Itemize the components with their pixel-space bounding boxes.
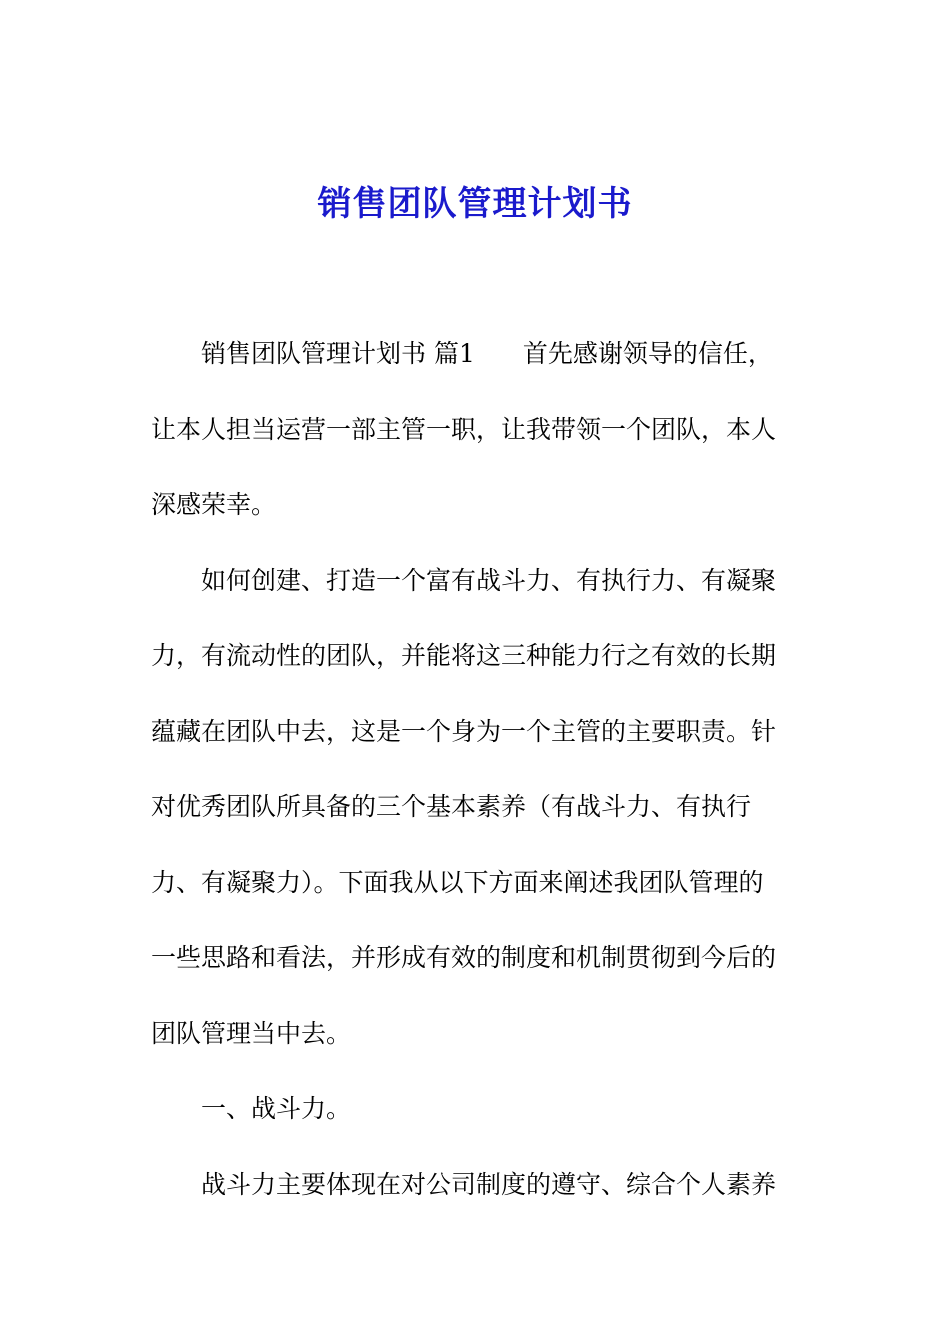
paragraph-line: 力，有流动性的团队，并能将这三种能力行之有效的长期 (151, 641, 777, 670)
document-title: 销售团队管理计划书 (317, 184, 633, 224)
paragraph-line: 对优秀团队所具备的三个基本素养（有战斗力、有执行 (151, 792, 752, 821)
paragraph-line: 首先感谢领导的信任， (522, 339, 773, 368)
paragraph-line: 一些思路和看法，并形成有效的制度和机制贯彻到今后的 (151, 943, 777, 972)
paragraph-team-building (151, 543, 801, 1072)
document-body (151, 316, 801, 1222)
section-label: 篇1 (434, 339, 475, 368)
paragraph-intro (151, 316, 801, 543)
paragraph-line: 一、战斗力。 (201, 1094, 352, 1123)
paragraph-line: 战斗力主要体现在对公司制度的遵守、综合个人素养 (201, 1169, 777, 1199)
paragraph-line: 深感荣幸。 (151, 490, 277, 519)
section-heading-combat (151, 1071, 801, 1147)
paragraph-line: 让本人担当运营一部主管一职，让我带领一个团队，本人 (151, 414, 777, 444)
paragraph-combat (151, 1147, 801, 1223)
paragraph-line: 力、有凝聚力）。下面我从以下方面来阐述我团队管理的 (151, 867, 764, 897)
paragraph-line: 如何创建、打造一个富有战斗力、有执行力、有凝聚 (201, 565, 777, 595)
paragraph-line: 团队管理当中去。 (151, 1018, 352, 1048)
paragraph-line: 蕴藏在团队中去，这是一个身为一个主管的主要职责。针 (151, 716, 777, 746)
intro-heading: 销售团队管理计划书 (201, 339, 427, 368)
